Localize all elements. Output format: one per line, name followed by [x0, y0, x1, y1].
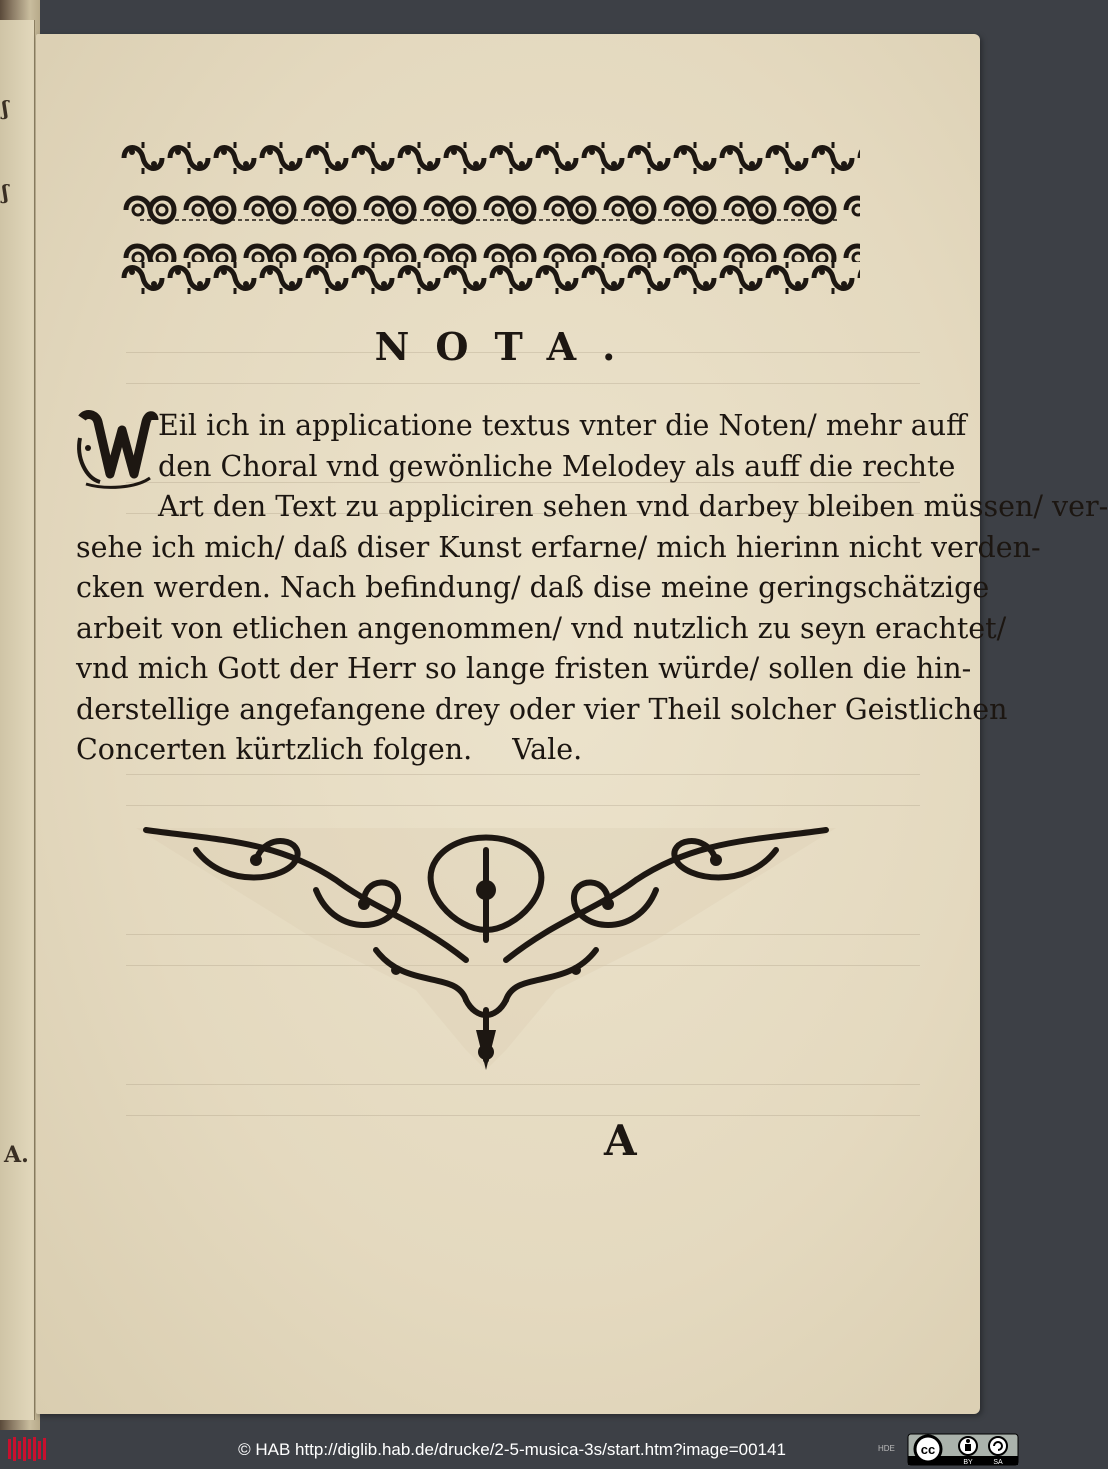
tailpiece-ornament: [136, 820, 836, 1070]
by-icon: [959, 1437, 977, 1455]
text-line: Concerten kürtzlich folgen.: [76, 733, 473, 766]
ornamental-header-band: [120, 138, 860, 302]
tiny-mark: HDE: [878, 1444, 895, 1453]
book-page: [36, 34, 1108, 1414]
text-line: Art den Text zu appliciren sehen vnd darbey bleiben müssen/ ver-: [158, 490, 1108, 523]
text-line: vnd mich Gott der Herr so lange fristen würde/ sollen die hin-: [76, 652, 972, 685]
show-through-staff: [126, 1084, 920, 1116]
prev-page-signature: A.: [4, 1142, 29, 1168]
cc-icon: [915, 1436, 941, 1462]
prev-page-fragment: ʃ: [2, 180, 9, 204]
paragraph: [76, 406, 1108, 771]
license-label-by: BY: [963, 1459, 973, 1466]
text-line: cken werden. Nach befindung/ daß dise meine geringschätzige: [76, 571, 990, 604]
svg-text:cc: cc: [920, 1442, 936, 1457]
previous-page-edge: [0, 20, 35, 1420]
show-through-staff: [126, 774, 920, 806]
sa-icon: [989, 1437, 1007, 1455]
page-title: NOTA.: [374, 324, 642, 369]
text-line: Eil ich in applicatione textus vnter die Noten/ mehr auff: [158, 409, 967, 442]
text-line: arbeit von etlichen angenommen/ vnd nutzlich zu seyn erachtet/: [76, 611, 1007, 645]
signature-mark: A: [604, 1116, 637, 1165]
license-label-sa: SA: [993, 1459, 1003, 1466]
cc-license-badge[interactable]: [908, 1434, 1018, 1465]
text-line: derstellige angefangene drey oder vier Theil solcher Geistlichen: [76, 692, 1008, 726]
drop-cap-w-icon: [76, 408, 156, 490]
viewer-footer: [0, 1430, 1024, 1469]
copyright-url[interactable]: © HAB http://diglib.hab.de/drucke/2-5-musica-3s/start.htm?image=00141: [238, 1440, 786, 1459]
closing-word: Vale.: [512, 733, 583, 766]
text-line: sehe ich mich/ daß diser Kunst erfarne/ mich hierinn nicht verden-: [76, 530, 1041, 564]
prev-page-fragment: ʃ: [2, 96, 9, 120]
text-line-last: [76, 730, 908, 771]
text-line: den Choral vnd gewönliche Melodey als auff die rechte: [158, 449, 956, 483]
